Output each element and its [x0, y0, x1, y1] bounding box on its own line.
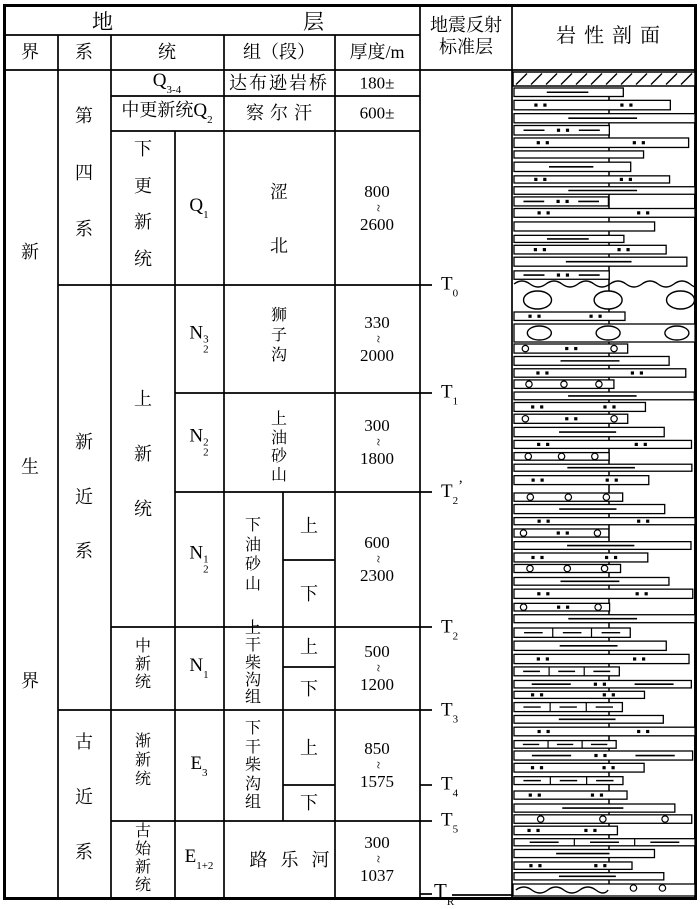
col-header-erathem: 界: [21, 42, 39, 62]
formation-name-xiaganchaigou: 下 干 柴 沟 组: [244, 720, 262, 811]
formation-name-shangyoushashan: 上 油 砂 山: [270, 411, 288, 484]
seismic-marker-tr: [434, 879, 454, 907]
thickness-tilde: ~: [370, 204, 385, 212]
thickness-line: 180±: [359, 73, 395, 93]
series-code-n22: [189, 427, 208, 458]
marker-sub: R: [446, 896, 455, 908]
thickness-tilde: ~: [370, 335, 385, 343]
marker-sub: 0: [452, 287, 459, 300]
thickness-line: 2000: [360, 346, 394, 365]
code-sub: 2: [203, 343, 209, 356]
series-code-e12: [185, 847, 214, 871]
member-label-upper-n1: 上: [300, 637, 318, 657]
thickness-value-e12: [360, 832, 394, 886]
code-base: N: [189, 425, 204, 447]
marker-sub: 1: [452, 395, 459, 408]
thickness-tilde: ~: [370, 555, 385, 563]
series-code-n21: [189, 544, 208, 575]
marker-base: T: [434, 879, 447, 903]
seismic-marker-t3: [441, 700, 458, 725]
thickness-line: 800: [364, 182, 390, 201]
code-base: N: [189, 542, 204, 564]
system-label-neogene: 新 近 系: [75, 432, 93, 561]
thickness-value-n22: [360, 415, 394, 469]
thickness-value-q2: [360, 103, 395, 124]
marker-base: T: [441, 381, 453, 403]
thickness-line: 1200: [360, 675, 394, 694]
thickness-value-e3: [360, 738, 394, 792]
thickness-tilde: ~: [370, 664, 385, 672]
series-code-e3: [190, 754, 207, 778]
system-label-quaternary: 第 四 系: [75, 106, 93, 239]
thickness-value-n1: [360, 641, 394, 695]
seismic-marker-t2: [441, 617, 458, 642]
formation-name-lulehe: 路乐河: [249, 850, 343, 870]
seismic-header-line1: 地震反射: [430, 15, 502, 35]
series-label-pliocene: 上 新 统: [134, 389, 152, 519]
series-code-q1: [189, 196, 208, 220]
thickness-line: 330: [364, 313, 390, 332]
thickness-line: 1800: [360, 449, 394, 468]
col-header-system: 系: [75, 42, 93, 62]
thickness-value-n21: [360, 532, 394, 586]
marker-base: T: [441, 481, 453, 502]
code-sup: 3: [203, 333, 209, 346]
thickness-value-q1: [360, 181, 394, 235]
seismic-marker-t1: [441, 382, 458, 407]
seismic-header-line2: 标准层: [439, 37, 493, 57]
thickness-line: 2300: [360, 566, 394, 585]
series-label-lower-pleistocene: 下 更 新 统: [134, 139, 152, 269]
code-sub: 1: [203, 669, 209, 681]
marker-base: T: [441, 773, 453, 795]
thickness-line: 1575: [360, 772, 394, 791]
seismic-marker-t0: [441, 274, 458, 299]
series-label-miocene: 中 新 统: [134, 638, 152, 691]
thickness-line: 300: [364, 416, 390, 435]
marker-sub: 3: [452, 713, 459, 726]
col-header-seismic: [430, 14, 502, 58]
formation-name-dabuxun: 达布逊岩桥: [229, 73, 329, 93]
member-label-upper-e3: 上: [300, 738, 318, 758]
code-base: E: [190, 753, 203, 774]
series-label-paleo-eocene: 古 始 新 统: [134, 823, 152, 894]
marker-base: T: [441, 273, 453, 295]
thickness-line: 600±: [359, 103, 395, 123]
code-sub: 1: [203, 209, 209, 221]
thickness-value-n23: [360, 312, 394, 366]
marker-base: T: [441, 699, 453, 721]
code-sub: 1+2: [196, 860, 214, 872]
series-text: 中更新统: [121, 100, 194, 120]
thickness-line: 850: [364, 739, 390, 758]
marker-base: T: [441, 809, 453, 831]
code-sub: 2: [203, 446, 209, 459]
col-header-lithology: 岩性剖面: [556, 25, 668, 47]
code-base: N: [189, 655, 204, 676]
seismic-marker-t4: [441, 774, 458, 799]
formation-name-xiayoushashan: 下 油 砂 山: [244, 517, 262, 593]
thickness-line: 600: [364, 533, 390, 552]
thickness-tilde: ~: [370, 761, 385, 769]
col-header-series: 统: [158, 42, 176, 62]
series-label-oligocene: 渐 新 统: [134, 733, 152, 788]
code-base: Q: [189, 195, 204, 216]
seismic-marker-t5: [441, 810, 458, 835]
marker-base: T: [441, 616, 453, 638]
thickness-line: 2600: [360, 215, 394, 234]
system-label-paleogene: 古 近 系: [75, 732, 93, 862]
code-base: Q: [152, 70, 167, 91]
code-sub: 2: [203, 563, 209, 576]
thickness-tilde: ~: [370, 438, 385, 446]
header-strata: 地 层: [92, 10, 324, 34]
code-sub: 3: [202, 767, 208, 779]
code-base: E: [184, 846, 197, 867]
thickness-line: 300: [364, 833, 390, 852]
member-label-lower-n1: 下: [300, 679, 318, 699]
marker-sub: 4: [452, 787, 459, 800]
code-sup: 1: [203, 553, 209, 566]
marker-sub: 2: [452, 630, 459, 643]
col-header-formation: 组（段）: [243, 42, 315, 62]
code-sub: 2: [207, 114, 213, 126]
code-base: Q: [193, 100, 208, 121]
formation-name-shizigou: 狮 子 沟: [270, 307, 288, 364]
thickness-line: 500: [364, 642, 390, 661]
marker-sub: 5: [452, 823, 459, 836]
thickness-line: 1037: [360, 866, 394, 885]
series-code-n23: [189, 324, 208, 355]
erathem-label: 新 生 界: [21, 242, 39, 691]
marker-sub: 2: [452, 495, 459, 507]
member-label-lower-n21: 下: [300, 584, 318, 604]
code-sup: 2: [203, 436, 209, 449]
member-label-upper-n21: 上: [300, 516, 318, 536]
member-label-lower-e3: 下: [300, 793, 318, 813]
series-code-n1: [189, 656, 208, 680]
marker-suffix: ’: [458, 478, 464, 494]
thickness-value-q34: [360, 73, 395, 94]
col-header-thickness: 厚度/m: [349, 42, 405, 62]
formation-name-chaerhan: 察尔汗: [246, 103, 318, 123]
series-label-mid-pleistocene: [121, 101, 212, 125]
code-sub: 3-4: [166, 84, 182, 96]
formation-name-sebei: 涩 北: [270, 182, 288, 256]
formation-name-shangganchaigou: 上 干 柴 沟 组: [244, 620, 262, 706]
seismic-marker-t2-prime: [441, 478, 463, 506]
code-base: N: [189, 322, 204, 344]
thickness-tilde: ~: [370, 855, 385, 863]
series-code-q34: [153, 71, 181, 95]
